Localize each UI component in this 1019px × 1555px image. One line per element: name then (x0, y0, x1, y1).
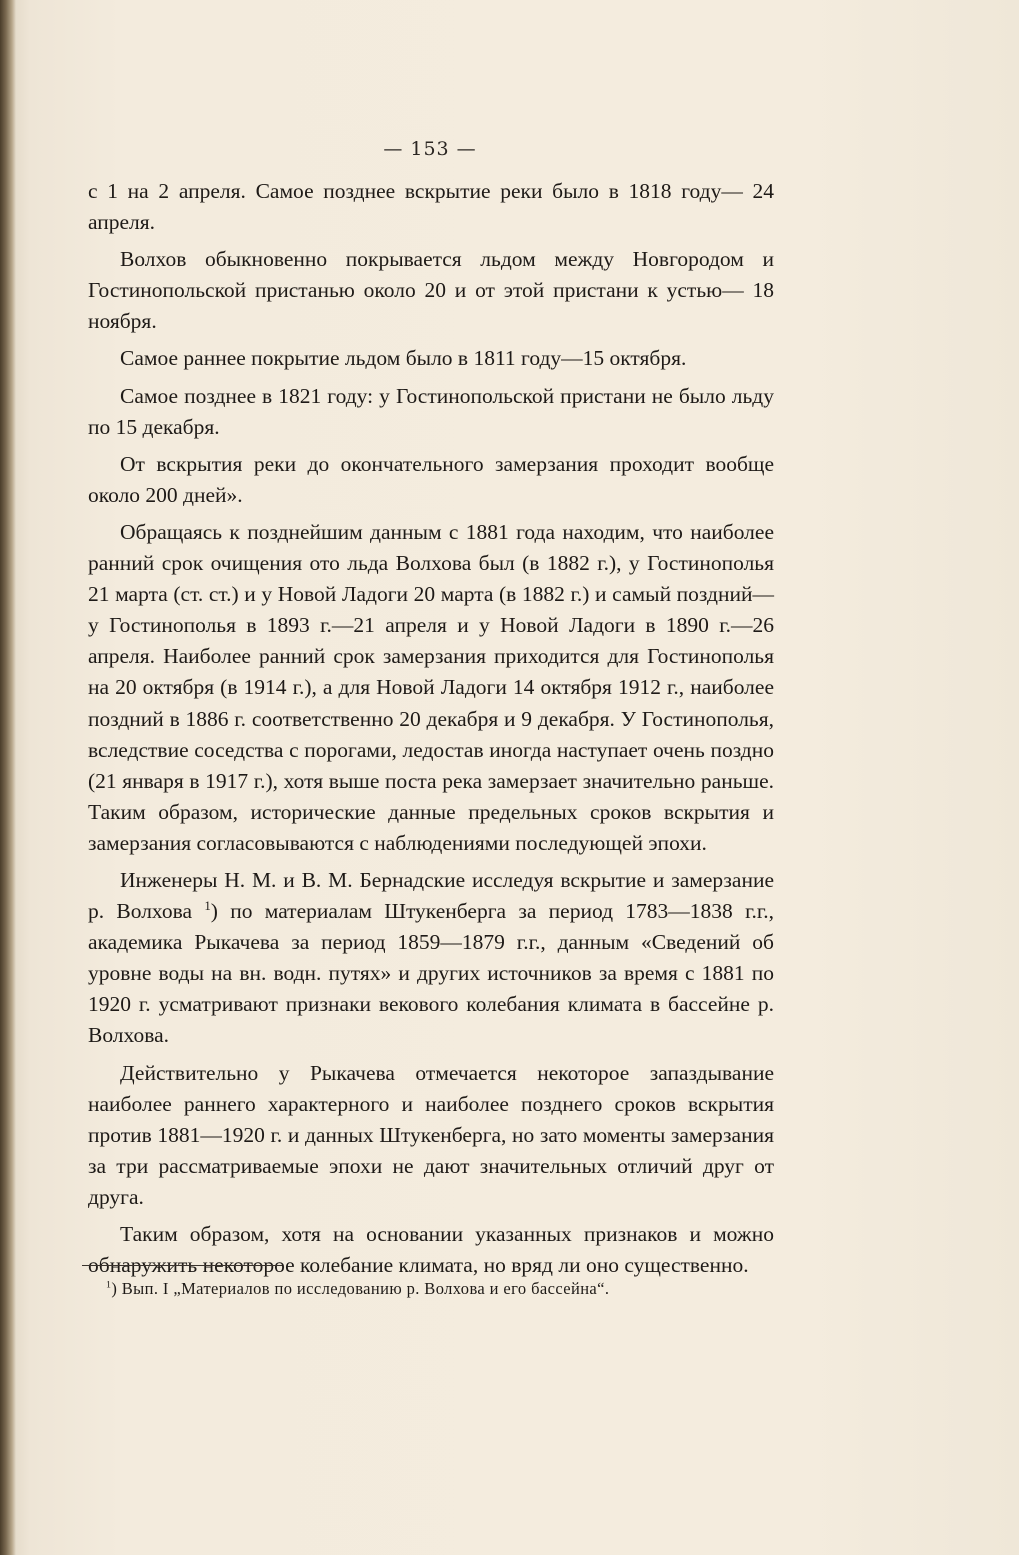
main-text (88, 176, 774, 1287)
paragraph-7 (88, 865, 774, 1052)
paragraph-4: Самое позднее в 1821 году: у Гостинопольской пристани не было льду по 15 декабря. (88, 383, 774, 439)
paragraph-1: с 1 на 2 апреля. Самое позднее вскрытие реки было в 1818 году— 24 апреля. (88, 179, 774, 235)
paragraph-6: Обращаясь к позднейшим данным с 1881 года находим, что наиболее ранний срок очищения ото льда Волхова был (в 1882 г.), у Гостинополья 21 марта (ст. ст.) и у Новой Ладоги 20 марта (в 1882 г.) и самый поздний—у Гостинополья в 1893 г.—21 апреля и у Новой Ладоги в 1890 г.—26 апреля. Наиболее ранний срок замерзания приходится для Гостинополья на 20 октября (в 1914 г.), а для Новой Ладоги 14 октября 1912 г., наиболее поздний в 1886 г. соответственно 20 декабря и 9 декабря. У Гостинополья, вследствие соседства с порогами, ледостав иногда наступает очень поздно (21 января в 1917 г.), хотя выше поста река замерзает значительно раньше. Таким образом, исторические данные предельных сроков вскрытия и замерзания согласовываются с наблюдениями последующей эпохи. (88, 519, 774, 855)
paragraph-7-text-before: Инженеры Н. М. и В. М. Бернадские исследуя вскрытие и замерзание р. Волхова (88, 867, 774, 924)
page-number: — 153 — (383, 138, 477, 160)
paragraph-8: Действительно у Рыкачева отмечается некоторое запаздывание наиболее раннего характерного и наиболее позднего сроков вскрытия против 1881—1920 г. и данных Штукенберга, но зато моменты замерзания за три рассматриваемые эпохи не дают значительных отличий друг от друга. (88, 1060, 774, 1209)
book-spine-shadow (0, 0, 16, 1555)
paragraph-2: Волхов обыкновенно покрывается льдом между Новгородом и Гостинопольской пристанью около 20 и от этой пристани к устью— 18 ноября. (88, 247, 774, 334)
footnote-separator (82, 1265, 282, 1266)
footnote (106, 1278, 786, 1300)
paragraph-9: Таким образом, хотя на основании указанных признаков и можно обнаружить некоторое колебание климата, но вряд ли оно существенно. (88, 1222, 774, 1278)
paragraph-5: От вскрытия реки до окончательного замерзания проходит вообще около 200 дней». (88, 451, 774, 507)
footnote-reference: 1 (204, 898, 211, 913)
footnote-mark: 1 (106, 1279, 112, 1291)
paragraph-3: Самое раннее покрытие льдом было в 1811 году—15 октября. (120, 346, 687, 371)
paragraph-7-text-after: ) по материалам Штукенберга за период 1783—1838 г.г., академика Рыкачева за период 1859—1879 г.г., данным «Сведений об уровне воды на вн. водн. путях» и других источников за время с 1881 по 1920 г. усматривают признаки векового колебания климата в бассейне р. Волхова. (88, 899, 774, 1048)
footnote-text: ) Вып. I „Материалов по исследованию р. Волхова и его бассейна“. (111, 1279, 610, 1298)
